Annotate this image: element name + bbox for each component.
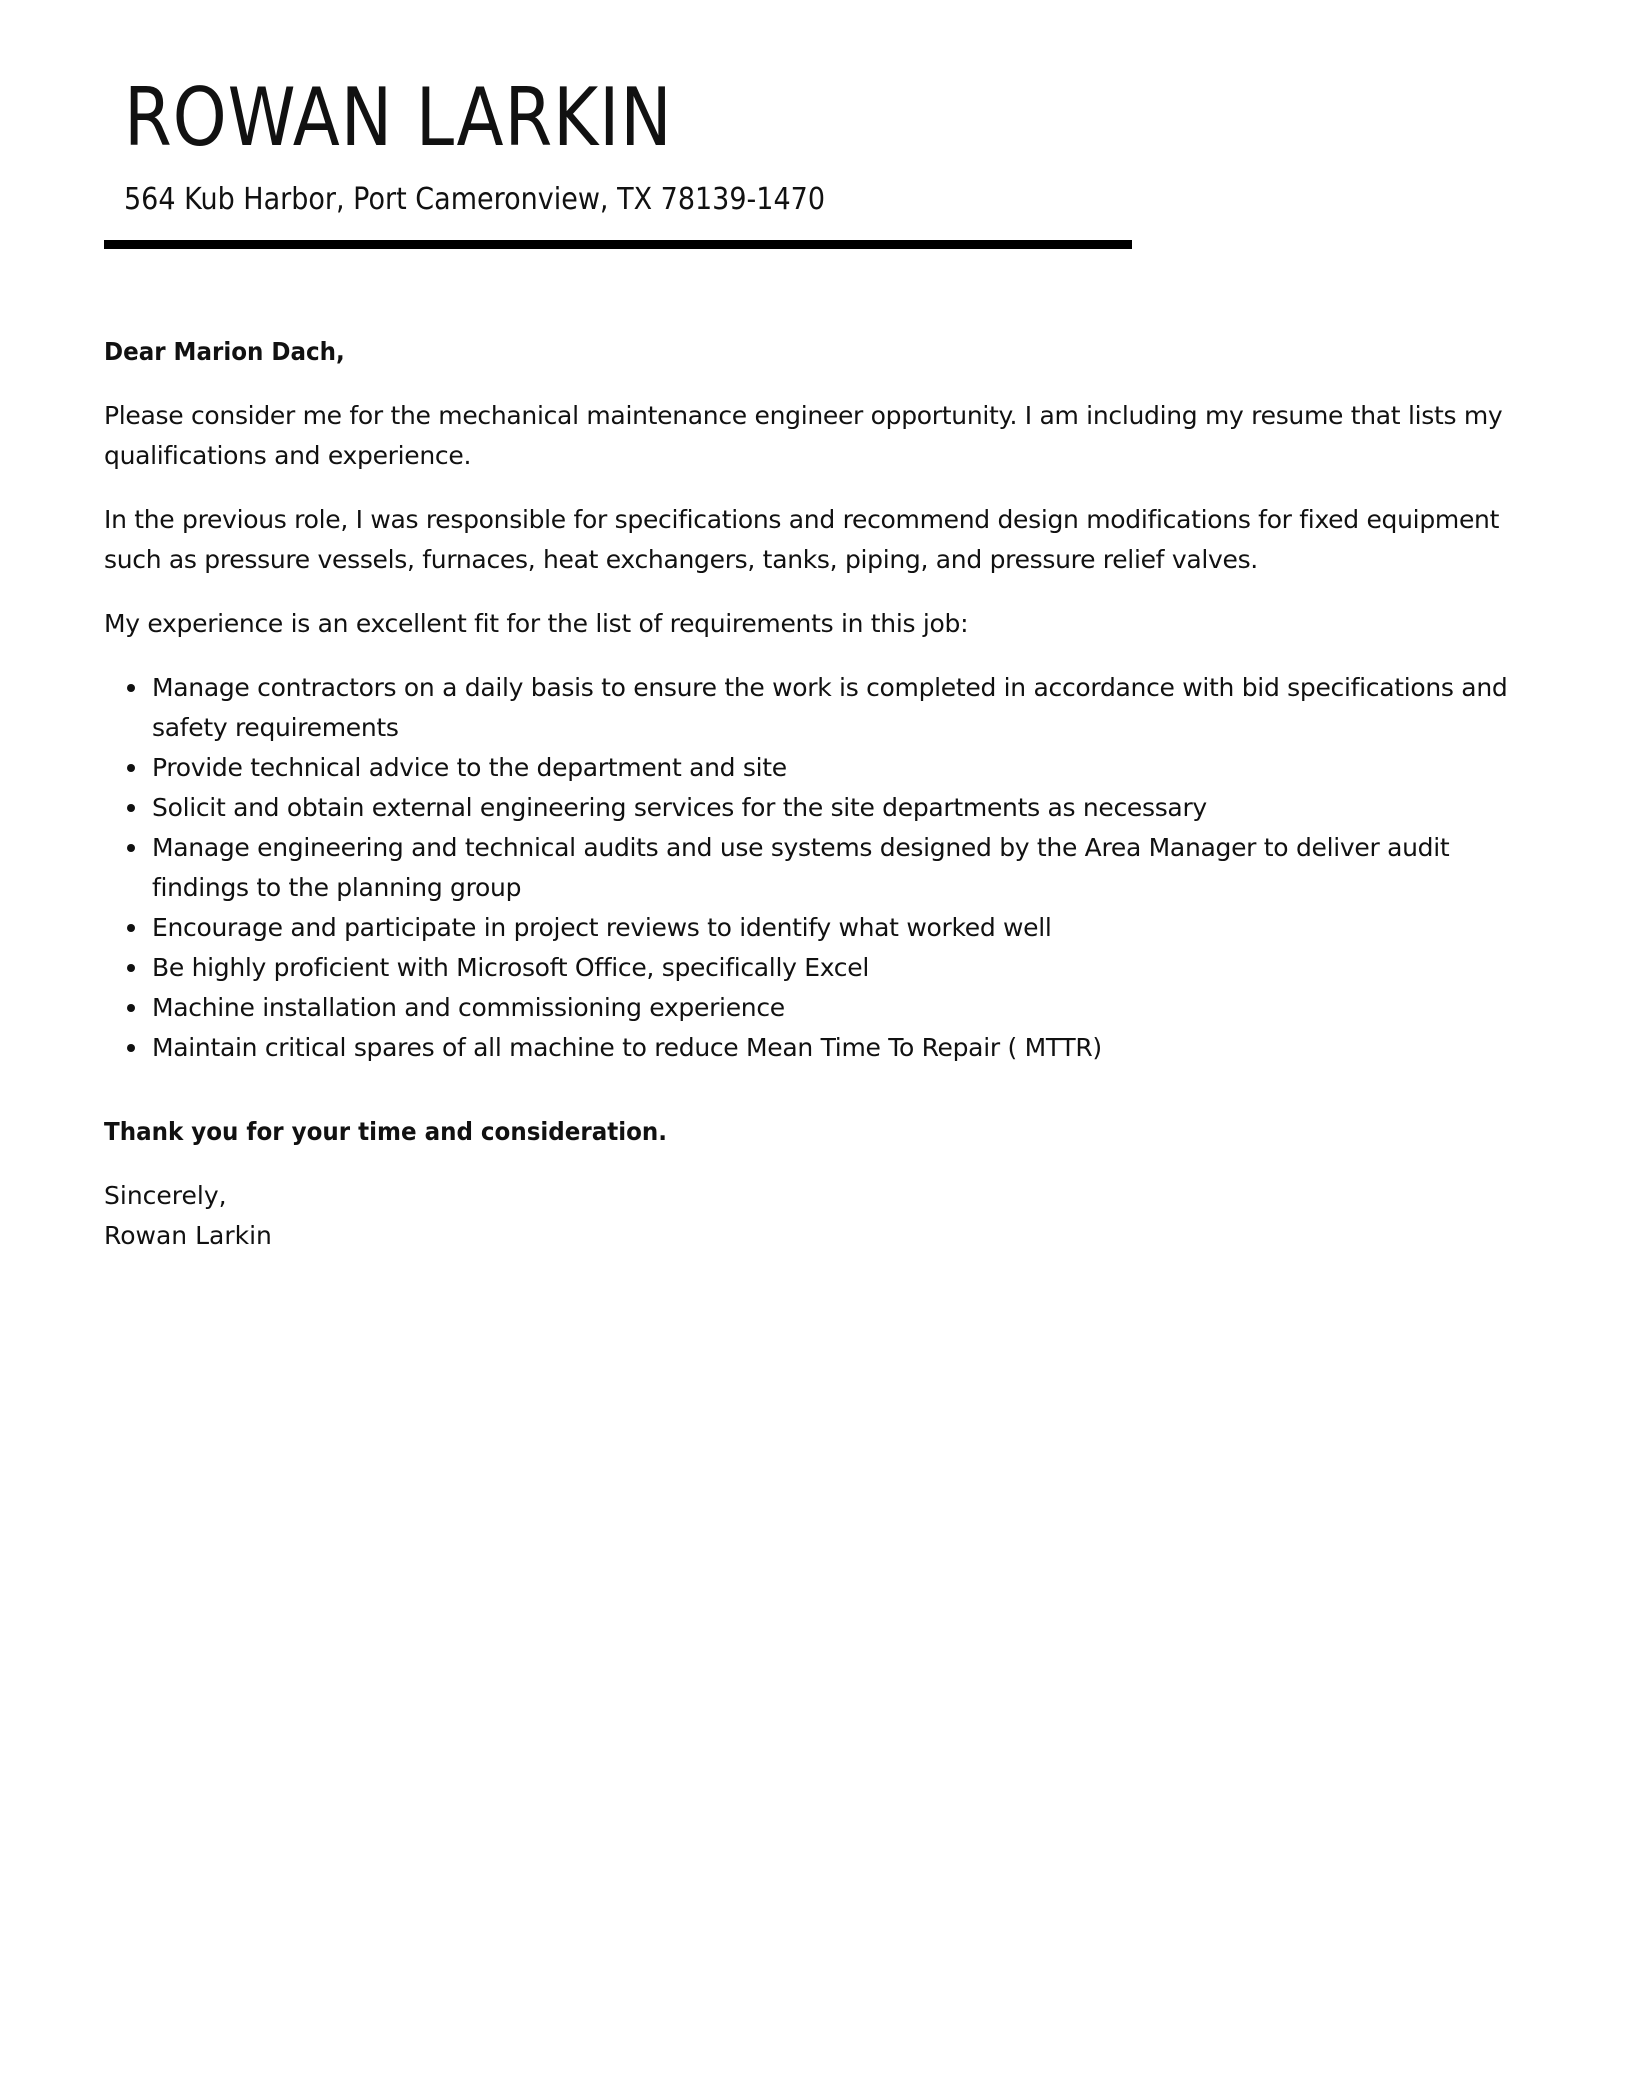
- thank-you-line: Thank you for your time and consideration.: [104, 1117, 668, 1146]
- list-item: Machine installation and commissioning experience: [152, 988, 1544, 1028]
- signature-name: Rowan Larkin: [104, 1221, 272, 1250]
- closing: Sincerely,: [104, 1181, 227, 1210]
- list-item: Manage contractors on a daily basis to ensure the work is completed in accordance with bid specifications and safety requirements: [152, 668, 1544, 748]
- list-item: Maintain critical spares of all machine to reduce Mean Time To Repair ( MTTR): [152, 1028, 1544, 1068]
- applicant-address: 564 Kub Harbor, Port Cameronview, TX 78139-1470: [124, 182, 826, 217]
- applicant-name: ROWAN LARKIN: [124, 71, 673, 164]
- list-item: Manage engineering and technical audits and use systems designed by the Area Manager to deliver audit findings to the planning group: [152, 828, 1544, 908]
- requirements-list: [104, 668, 1544, 1068]
- header-divider: [104, 240, 1132, 249]
- paragraph-requirements-intro: My experience is an excellent fit for the list of requirements in this job:: [104, 609, 969, 638]
- list-item: Be highly proficient with Microsoft Office, specifically Excel: [152, 948, 1544, 988]
- list-item: Solicit and obtain external engineering services for the site departments as necessary: [152, 788, 1544, 828]
- letter-body: [104, 332, 1544, 1256]
- paragraph-intro: Please consider me for the mechanical maintenance engineer opportunity. I am including my resume that lists my qualifications and experience.: [104, 401, 1503, 470]
- list-item: Encourage and participate in project reviews to identify what worked well: [152, 908, 1544, 948]
- salutation: Dear Marion Dach,: [104, 337, 345, 366]
- paragraph-previous-role: In the previous role, I was responsible for specifications and recommend design modifications for fixed equipment such as pressure vessels, furnaces, heat exchangers, tanks, piping, and pressure relief valves.: [104, 505, 1500, 574]
- letter-header: [124, 70, 903, 220]
- list-item: Provide technical advice to the department and site: [152, 748, 1544, 788]
